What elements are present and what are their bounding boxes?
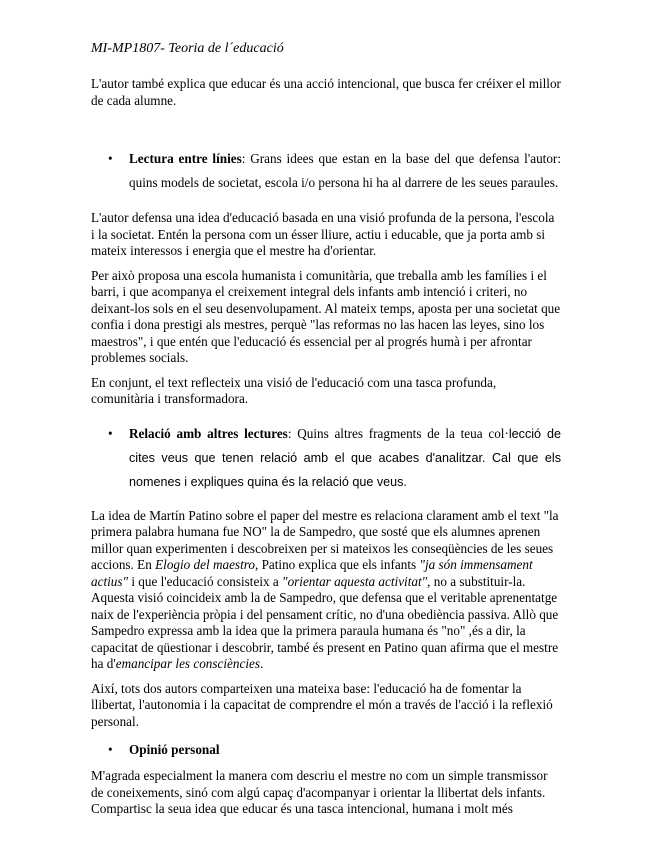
document-page [91,40,561,826]
bullet-relacio-lectures [91,422,561,494]
italic-quote: "ja són immensament actius" [91,557,533,589]
bullet-text-continued: lecció de cites veus que tenen relació amb el que acabes d'analitzar. Cal que els nomenes i expliques quina és la relació que veus. [129,426,561,489]
document-header: MI-MP1807- Teoria de l´educació [91,41,284,56]
bullet-title: Opinió personal [129,742,220,757]
paragraph-conjunt: En conjunt, el text reflecteix una visió de l'educació com una tasca profunda, comunitària i transformadora. [91,374,497,406]
bullet-text: : Quins altres fragments de la teua col· [287,425,509,441]
bullet-point: • [108,151,113,166]
paragraph-base-comuna: Així, tots dos autors comparteixen una mateixa base: l'educació ha de fomentar la llibertat, l'autonomia i la capacitat de comprendre el món a través de l'acció i la reflexió personal. [91,680,553,729]
bullet-text: : Grans idees que estan en la base del que defensa l'autor: quins models de societat, escola i/o persona hi ha al darrere de les seues paraules. [129,151,561,190]
paragraph-idea-educacio: L'autor defensa una idea d'educació basada en una visió profunda de la persona, l'escola i la societat. Entén la persona com un ésser lliure, actiu i educable, que ja porta amb si mateix interessos i energia que el mestre ha d'orientar. [91,210,555,258]
paragraph-escola-humanista: Per això proposa una escola humanista i comunitària, que treballa amb les famílies i el barri, i que acompanya el creixement integral dels infants amb intenció i criteri, no deixant-los sols en el seu desenvolupament. Al mateix temps, aposta per una societat que confia i dona prestigi als mestres, perquè "las reformas no las hacen las leyes, sino los maestros", i que entén que l'educació és essencial per al progrés humà i per afrontar problemes socials. [91,267,561,365]
bullet-reading-between-lines [91,147,561,195]
bullet-title: Lectura entre línies [129,151,242,166]
italic-phrase: emancipar les consciències [115,656,261,671]
bullet-title: Relació amb altres lectures [129,425,288,441]
italic-title: Elogio del maestro [155,557,255,572]
paragraph-patino-sampedro: La idea de Martín Patino sobre el paper del mestre es relaciona clarament amb el text "la primera palabra humana fue NO" la de Sampedro, que sosté que els alumnes aprenen millor quan experimenten i descobreixen per si mateixos les conseqüències de les seues accions. En Elogio del maestro, Patino explica que els infants "ja són immensament actius" i que l'educació consisteix a "orientar aquesta activitat", no a substituir-la. Aquesta visió coincideix amb la de Sampedro, que defensa que el veritable aprenentatge naix de l'experiència pròpia i del pensament crític, no d'una obediència passiva. Allò que Sampedro expressa amb la idea que la primera paraula humana és "no" ,és a dir, la capacitat de qüestionar i descobrir, també és present en Patino quan afirma que el mestre ha d'emancipar les consciències. [91,507,559,671]
italic-quote: "orientar aquesta activitat" [282,573,428,589]
bullet-point: • [108,425,113,441]
bullet-point: • [108,742,113,757]
paragraph-opinio: M'agrada especialment la manera com descriu el mestre no com un simple transmissor de coneixements, sinó com algú capaç d'acompanyar i orientar la llibertat dels infants. Compartisc la seua idea que educar és una tasca intencional, humana i molt més [91,768,548,816]
paragraph-intro: L'autor també explica que educar és una acció intencional, que busca fer créixer el millor de cada alumne. [91,76,561,108]
bullet-opinio-personal [91,738,561,762]
